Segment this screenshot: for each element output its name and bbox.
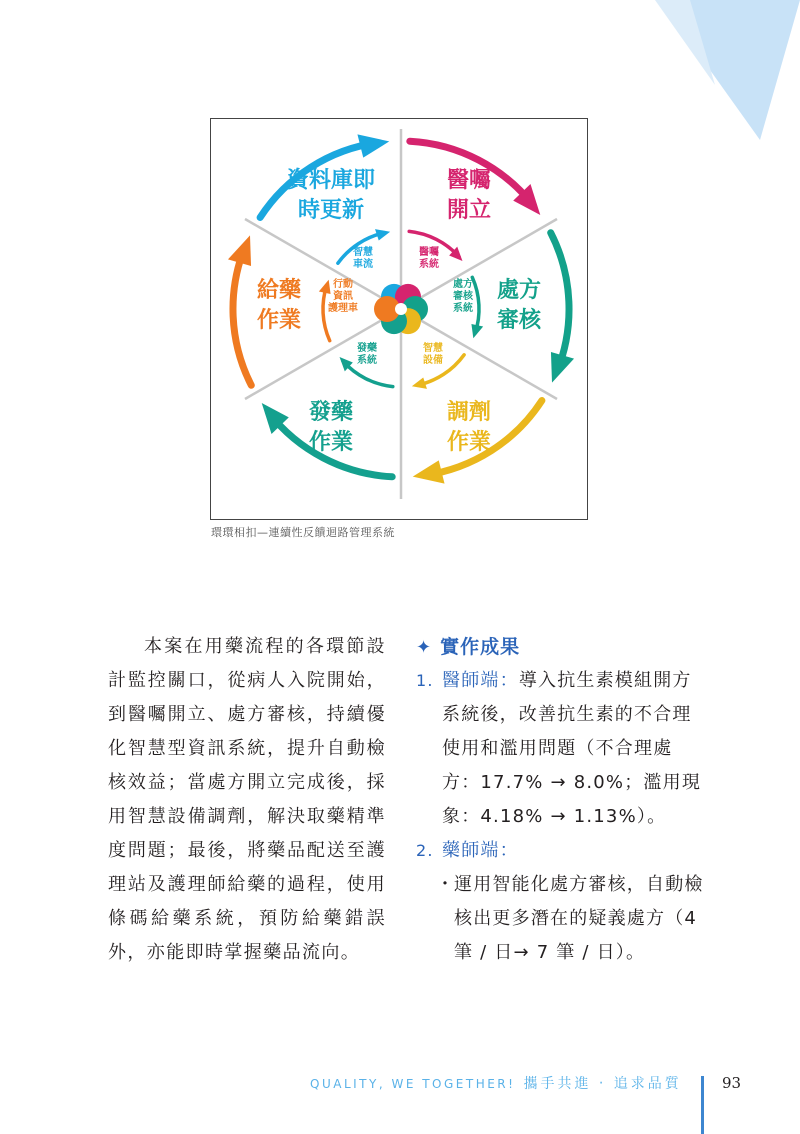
outer-label-line1: 處方: [496, 278, 542, 303]
result-bullet: [416, 868, 706, 970]
footer-divider: [701, 1076, 704, 1134]
figure-caption: 環環相扣—連續性反饋迴路管理系統: [211, 526, 395, 539]
inner-arrow-icon: [375, 229, 390, 240]
inner-label-line: 系統: [419, 259, 439, 270]
page-number: 93: [722, 1074, 742, 1092]
item-number: 2.: [416, 841, 434, 860]
results-heading: [416, 630, 706, 664]
outer-label-line1: 發藥: [308, 400, 354, 425]
inner-arrow-icon: [319, 280, 331, 294]
item-label: 藥師端：: [442, 840, 519, 861]
star-icon: ✦: [416, 637, 433, 658]
bullet-text: 運用智能化處方審核，自動檢核出更多潛在的疑義處方（4 筆 / 日→ 7 筆 / 日）。: [454, 874, 704, 963]
result-item-pharmacist: [416, 834, 706, 868]
outer-arc: [551, 233, 569, 372]
outer-label-line2: 作業: [446, 430, 492, 455]
outer-arrow-icon: [228, 235, 251, 266]
outer-arrow-icon: [413, 460, 445, 483]
footer-chinese: 攜手共進 ‧ 追求品質: [523, 1076, 682, 1092]
outer-arrow-icon: [551, 352, 574, 383]
outer-label-line1: 資料庫即: [286, 168, 376, 193]
cycle-diagram: [210, 118, 588, 520]
inner-label-line: 處方: [453, 279, 473, 290]
inner-label-line: 護理車: [328, 303, 358, 314]
inner-label-line: 智慧: [353, 247, 373, 258]
outer-label-line2: 作業: [308, 430, 354, 455]
outer-label-line2: 時更新: [297, 198, 365, 223]
outer-label-line1: 給藥: [256, 278, 302, 303]
inner-arrow-icon: [412, 377, 427, 388]
inner-label-line: 智慧: [423, 343, 443, 354]
inner-label-line: 系統: [453, 303, 473, 314]
outer-arc: [233, 246, 251, 385]
outer-label-line2: 作業: [256, 308, 302, 333]
inner-label-line: 醫囑: [419, 247, 439, 258]
outer-label-line1: 醫囑: [446, 168, 492, 193]
inner-label-line: 系統: [357, 355, 377, 366]
inner-label-line: 設備: [423, 355, 443, 366]
results-section: [416, 630, 706, 970]
inner-label-line: 行動: [333, 279, 353, 290]
item-text: 導入抗生素模組開方系統後，改善抗生素的不合理使用和濫用問題（不合理處方：17.7% → 8.0%；濫用現象：4.18% → 1.13%）。: [442, 670, 702, 827]
body-paragraph: 本案在用藥流程的各環節設計監控關口，從病人入院開始，到醫囑開立、處方審核，持續優化智慧型資訊系統，提升自動檢核效益；當處方開立完成後，採用智慧設備調劑，解決取藥精準度問題；最後，將藥品配送至護理站及護理師給藥的過程，使用條碼給藥系統，預防給藥錯誤外，亦能即時掌握藥品流向。: [108, 636, 386, 963]
results-title: 實作成果: [440, 636, 521, 658]
center-dot: [395, 303, 407, 315]
outer-arrow-icon: [357, 134, 389, 157]
bullet-dot: ・: [436, 874, 456, 895]
footer-english: QUALITY, WE TOGETHER!: [310, 1077, 516, 1091]
outer-label-line2: 審核: [496, 308, 542, 333]
outer-label-line2: 開立: [446, 198, 492, 223]
result-item-doctor: [416, 664, 706, 834]
item-label: 醫師端：: [442, 670, 519, 691]
inner-arrow-icon: [471, 324, 483, 338]
outer-label-line1: 調劑: [446, 400, 492, 425]
inner-label-line: 審核: [453, 291, 473, 302]
item-number: 1.: [416, 671, 434, 690]
inner-label-line: 發藥: [357, 343, 377, 354]
inner-label-line: 資訊: [333, 291, 353, 302]
inner-label-line: 車流: [353, 259, 373, 270]
footer-slogan: [310, 1073, 682, 1093]
